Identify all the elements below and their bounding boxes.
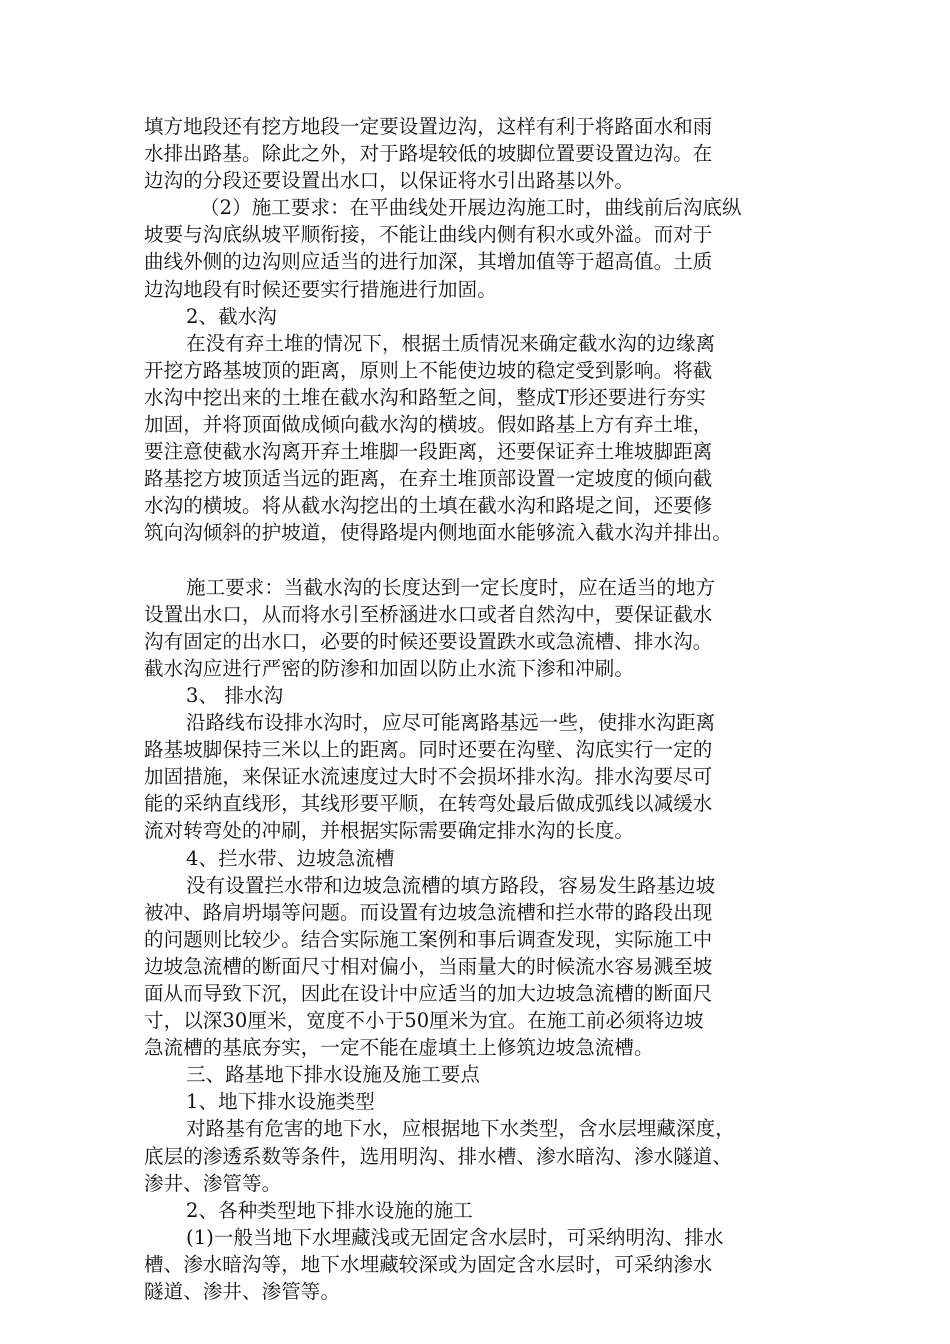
paragraph-line: 急流槽的基底夯实，一定不能在虚填土上修筑边坡急流槽。 <box>144 1036 654 1060</box>
paragraph-line: 加固，并将顶面做成倾向截水沟的横坡。假如路基上方有弃土堆， <box>144 413 713 437</box>
paragraph-line: 水排出路基。除此之外，对于路堤较低的坡脚位置要设置边沟。在 <box>144 142 713 166</box>
paragraph-line: 沟有固定的出水口，必要的时候还要设置跌水或急流槽、排水沟。 <box>144 629 713 653</box>
paragraph-line: 曲线外侧的边沟则应适当的进行加深，其增加值等于超高值。土质 <box>144 250 713 274</box>
paragraph-line: 对路基有危害的地下水，应根据地下水类型，含水层埋藏深度， <box>186 1117 735 1141</box>
paragraph-line: 加固措施，来保证水流速度过大时不会损坏排水沟。排水沟要尽可 <box>144 765 713 789</box>
paragraph-line: (1)一般当地下水埋藏浅或无固定含水层时，可采纳明沟、排水 <box>186 1225 724 1249</box>
document-body <box>144 113 809 1305</box>
section-heading: 2、截水沟 <box>186 304 277 328</box>
paragraph-line: 渗井、渗管等。 <box>144 1171 282 1195</box>
section-heading: 1、地下排水设施类型 <box>186 1090 375 1114</box>
paragraph-line: 边坡急流槽的断面尺寸相对偏小，当雨量大的时候流水容易溅至坡 <box>144 954 713 978</box>
section-heading: 4、拦水带、边坡急流槽 <box>186 846 395 870</box>
paragraph-line: 施工要求：当截水沟的长度达到一定长度时，应在适当的地方 <box>186 575 716 599</box>
paragraph-line: 路基挖方坡顶适当远的距离，在弃土堆顶部设置一定坡度的倾向截 <box>144 467 713 491</box>
paragraph-line: 槽、渗水暗沟等，地下水埋藏较深或为固定含水层时，可采纳渗水 <box>144 1252 713 1276</box>
paragraph-line: 边沟的分段还要设置出水口，以保证将水引出路基以外。 <box>144 169 635 193</box>
paragraph-line: 水沟中挖出来的土堆在截水沟和路堑之间，整成T形还要进行夯实 <box>144 385 706 409</box>
section-heading: 3、 排水沟 <box>186 683 284 707</box>
paragraph-line: 筑向沟倾斜的护坡道，使得路堤内侧地面水能够流入截水沟并排出。 <box>144 521 733 545</box>
paragraph-line: 流对转弯处的冲刷，并根据实际需要确定排水沟的长度。 <box>144 819 635 843</box>
paragraph-gap <box>144 547 809 574</box>
paragraph-line: 边沟地段有时候还要实行措施进行加固。 <box>144 277 497 301</box>
paragraph-line: 隧道、渗井、渗管等。 <box>144 1280 341 1304</box>
paragraph-line: 坡要与沟底纵坡平顺衔接，不能让曲线内侧有积水或外溢。而对于 <box>144 223 713 247</box>
paragraph-line: 要注意使截水沟离开弃土堆脚一段距离，还要保证弃土堆坡脚距离 <box>144 440 713 464</box>
paragraph-line: 被冲、路肩坍塌等问题。而设置有边坡急流槽和拦水带的路段出现 <box>144 900 713 924</box>
paragraph-line: 的问题则比较少。结合实际施工案例和事后调查发现，实际施工中 <box>144 927 713 951</box>
paragraph-line: 水沟的横坡。将从截水沟挖出的土填在截水沟和路堤之间，还要修 <box>144 494 713 518</box>
paragraph-line: 面从而导致下沉，因此在设计中应适当的加大边坡急流槽的断面尺 <box>144 982 713 1005</box>
paragraph-line: 路基坡脚保持三米以上的距离。同时还要在沟壁、沟底实行一定的 <box>144 738 713 762</box>
paragraph-line: 在没有弃土堆的情况下，根据土质情况来确定截水沟的边缘离 <box>186 331 716 355</box>
paragraph-line: 能的采纳直线形，其线形要平顺，在转弯处最后做成弧线以减缓水 <box>144 792 713 816</box>
section-heading: 三、路基地下排水设施及施工要点 <box>186 1063 481 1087</box>
paragraph-line: 截水沟应进行严密的防渗和加固以防止水流下渗和冲刷。 <box>144 656 635 680</box>
paragraph-line: 开挖方路基坡顶的距离，原则上不能使边坡的稳定受到影响。将截 <box>144 358 713 382</box>
paragraph-line: 填方地段还有挖方地段一定要设置边沟，这样有利于将路面水和雨 <box>144 115 713 138</box>
paragraph-line: 设置出水口，从而将水引至桥涵进水口或者自然沟中，要保证截水 <box>144 602 713 626</box>
paragraph-line: （2）施工要求：在平曲线处开展边沟施工时，曲线前后沟底纵 <box>200 196 742 220</box>
paragraph-line: 没有设置拦水带和边坡急流槽的填方路段，容易发生路基边坡 <box>186 873 716 897</box>
section-heading: 2、各种类型地下排水设施的施工 <box>186 1198 473 1222</box>
paragraph-line: 沿路线布设排水沟时，应尽可能离路基远一些，使排水沟距离 <box>186 711 716 735</box>
paragraph-line: 寸，以深30厘米，宽度不小于50厘米为宜。在施工前必须将边坡 <box>144 1009 704 1033</box>
paragraph-line: 底层的渗透系数等条件，选用明沟、排水槽、渗水暗沟、渗水隧道、 <box>144 1144 733 1168</box>
